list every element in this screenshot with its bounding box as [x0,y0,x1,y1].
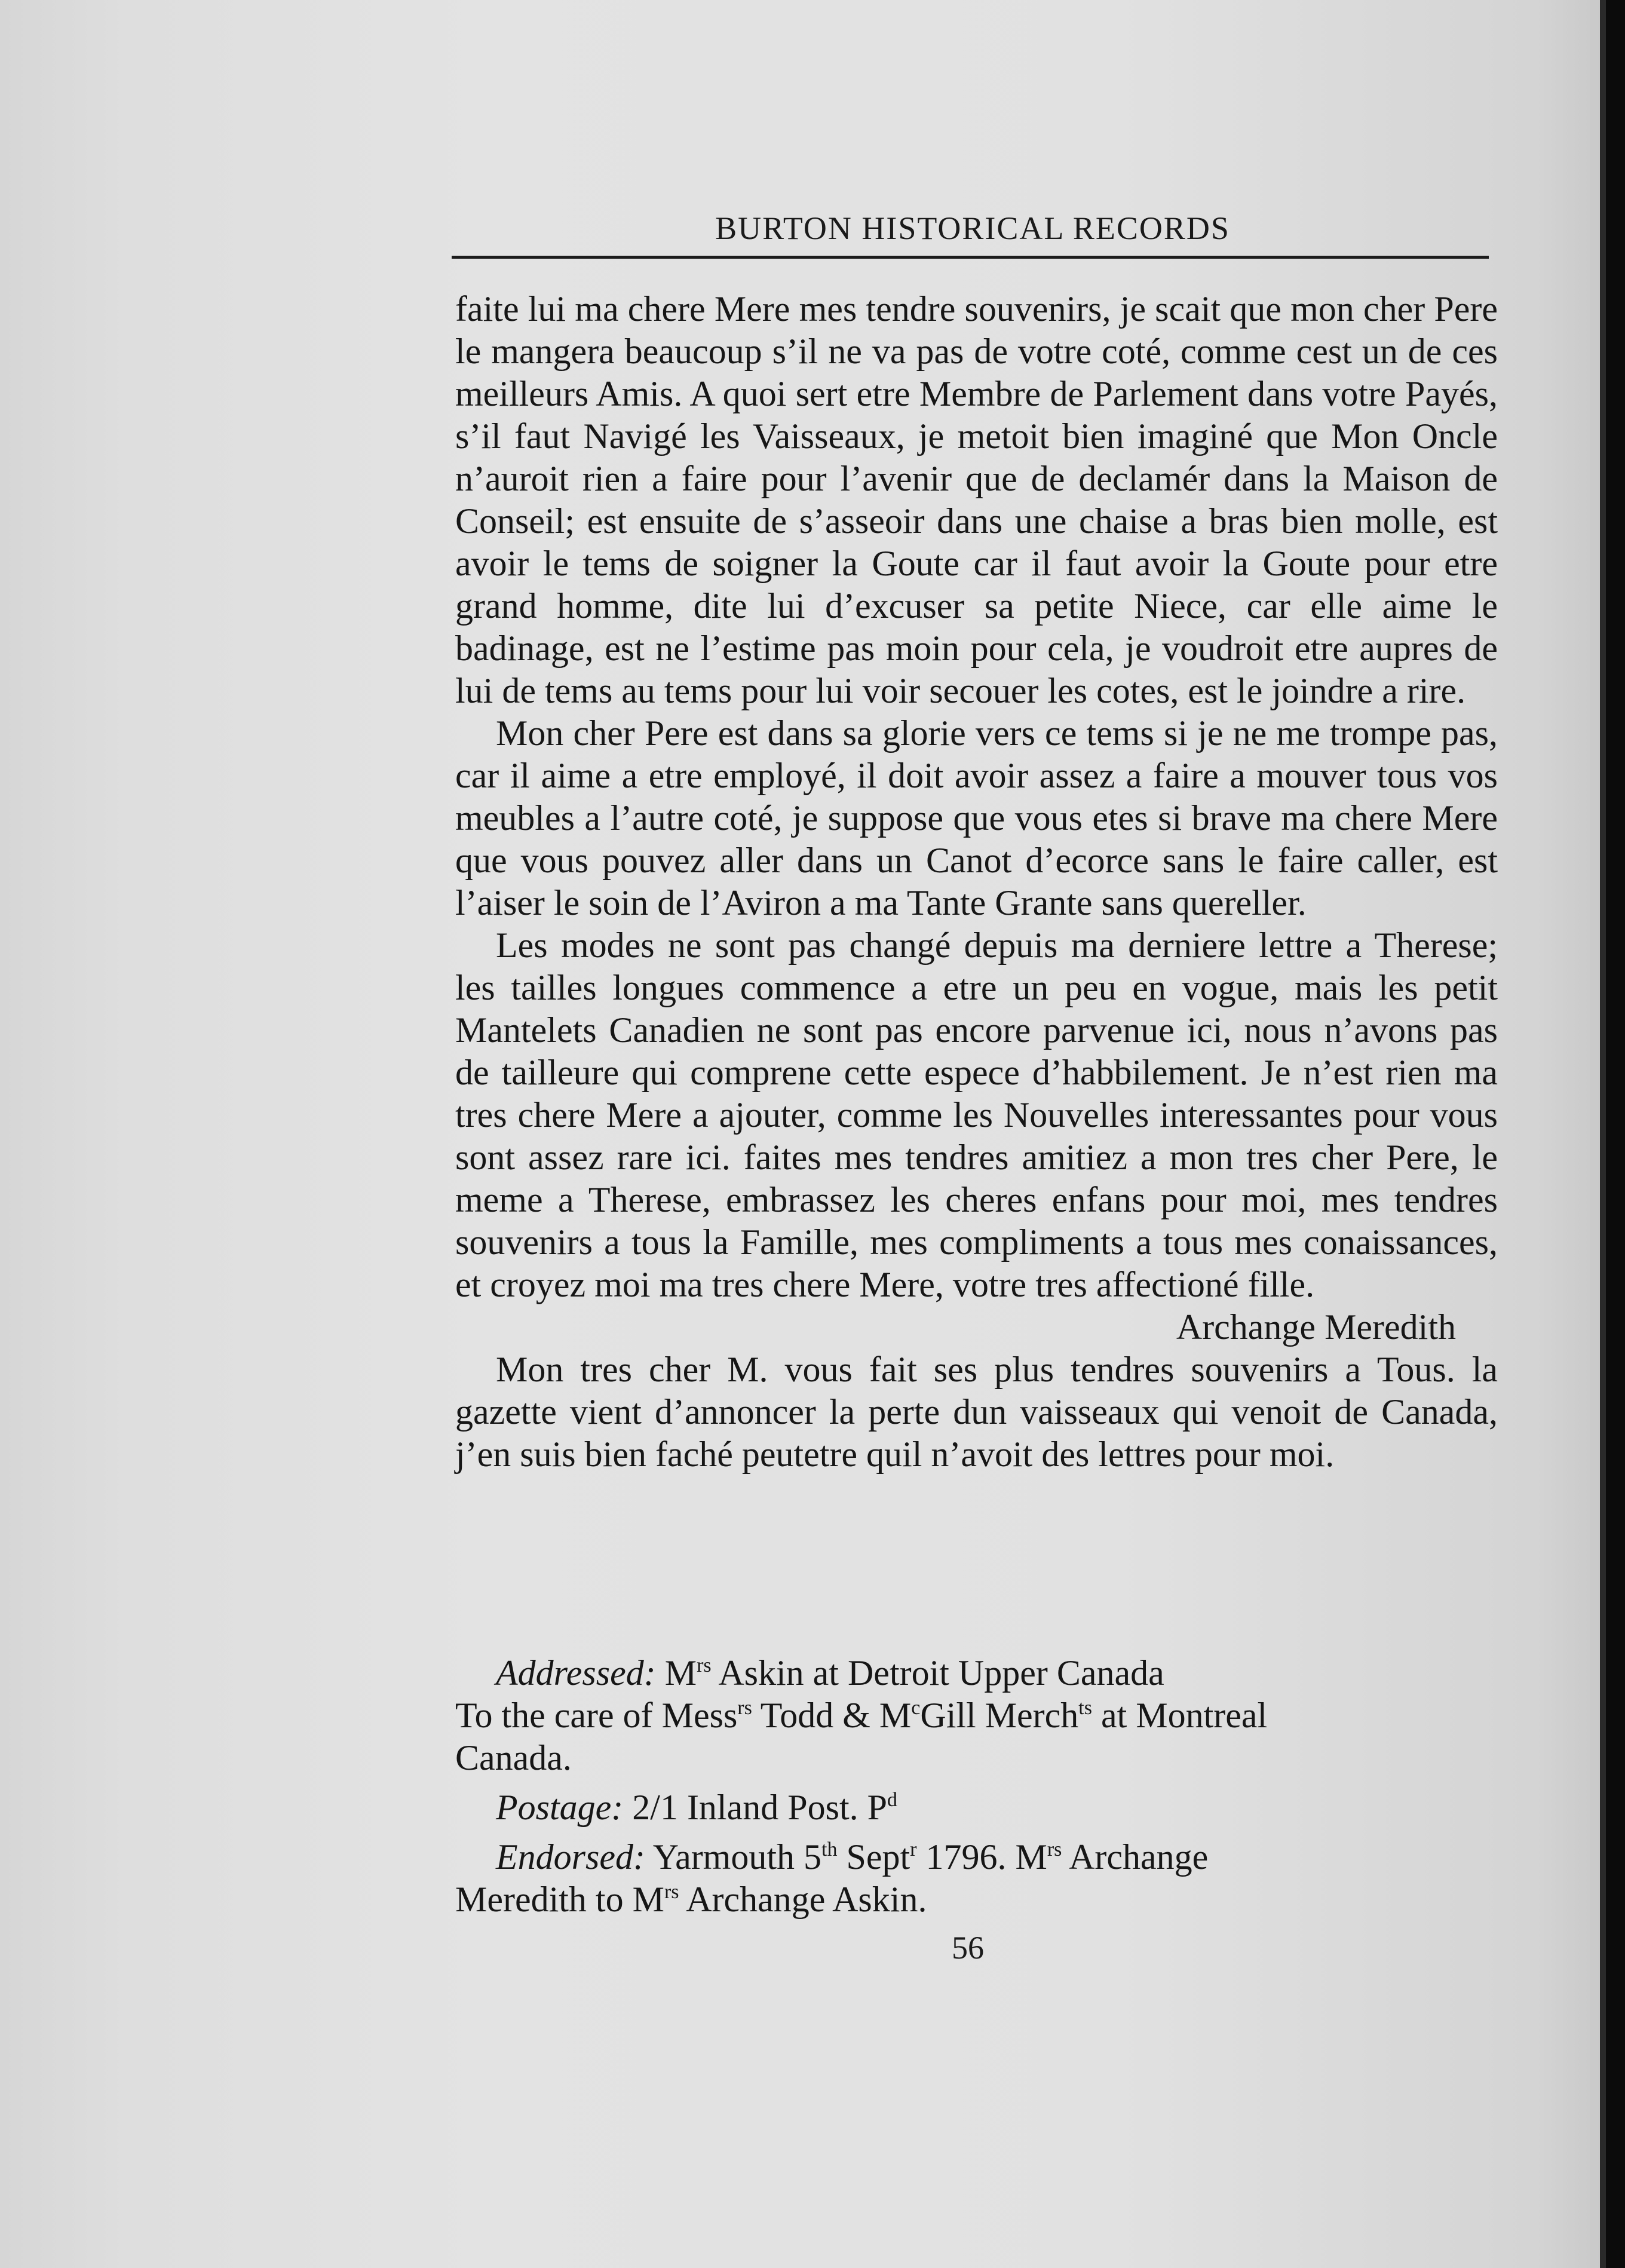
endorsed-year: 1796. M [916,1837,1047,1877]
endorsed-line2a: Meredith to M [455,1880,664,1919]
montreal-text: at Montreal [1091,1696,1268,1735]
endorsed-sept: Sept [837,1837,910,1877]
care-text: To the care of Mess [455,1696,738,1735]
endorsed-place: Yarmouth 5 [645,1837,822,1877]
todd-text: Todd & M [752,1696,912,1735]
running-head: BURTON HISTORICAL RECORDS [715,210,1230,246]
addressed-line [455,1652,1498,1694]
postage-label: Postage: [496,1788,624,1827]
endorsed-name: Archange [1062,1837,1209,1877]
paragraph-2: Mon cher Pere est dans sa glorie vers ce tems si je ne me trompe pas, car il aime a etre employé, il doit avoir assez a faire a mouver tous vos meubles a l’autre coté, je suppose que vous etes si brave ma chere Mere que vous pouvez aller dans un Canot d’ecorce sans le faire caller, est l’aiser le soin de l’Aviron a ma Tante Grante sans quereller. [455,713,1498,922]
todd-sup: c [911,1697,921,1719]
postage-text: 2/1 Inland Post. P [632,1788,887,1827]
postage-sup: d [887,1789,897,1811]
addressed-mrs-sup: rs [697,1654,712,1677]
gill-text: Gill Merch [920,1696,1079,1735]
addressed-text: Askin at Detroit Upper Canada [711,1653,1164,1693]
care-line [455,1694,1498,1737]
endorsed-line-2 [455,1878,1498,1921]
postage-line [455,1786,1498,1829]
endorsed-sept-sup: r [910,1838,917,1861]
care-sup: rs [737,1697,752,1719]
header-rule [452,256,1489,259]
endorsed-line2-sup: rs [664,1881,679,1903]
page-number: 56 [952,1930,984,1966]
gill-sup: ts [1078,1697,1092,1719]
endorsed-line [455,1836,1498,1878]
postscript: Mon tres cher M. vous fait ses plus tendres souvenirs a Tous. la gazette vient d’annoncer la perte dun vaisseaux qui venoit de Canada, j’en suis bien faché peutetre quil n’avoit des lettres pour moi. [455,1350,1498,1474]
endorsed-mrs-sup: rs [1047,1838,1062,1861]
endorsed-line2b: Archange Askin. [679,1880,927,1919]
addressed-label: Addressed: [496,1653,656,1693]
paragraph-1: faite lui ma chere Mere mes tendre souvenirs, je scait que mon cher Pere le mangera beaucoup s’il ne va pas de votre coté, comme cest un de ces meilleurs Amis. A quoi sert etre Membre de Parlement dans votre Payés, s’il faut Navigé les Vaisseaux, je metoit bien imaginé que Mon Oncle n’auroit rien a faire pour l’avenir que de declamér dans la Maison de Conseil; est ensuite de s’asseoir dans une chaise a bras bien molle, est avoir le tems de soigner la Goute car il faut avoir la Goute pour etre grand homme, dite lui d’excuser sa petite Niece, car elle aime le badinage, est ne l’estime pas moin pour cela, je voudroit etre aupres de lui de tems au tems pour lui voir secouer les cotes, est le joindre a rire. [455,289,1498,710]
postal-details [455,1652,1498,1927]
endorsed-label: Endorsed: [496,1837,645,1877]
paragraph-3: Les modes ne sont pas changé depuis ma derniere lettre a Therese; les tailles longues commence a etre un peu en vogue, mais les petit Mantelets Canadien ne sont pas encore parvenue ici, nous n’avons pas de tailleure qui comprene cette espece d’habbilement. Je n’est rien ma tres chere Mere a ajouter, comme les Nouvelles interessantes pour vous sont assez rare ici. faites mes tendres amitiez a mon tres cher Pere, le meme a Therese, embrassez les cheres enfans pour moi, mes tendres souvenirs a tous la Famille, mes compliments a tous mes conaissances, et croyez moi ma tres chere Mere, votre tres affectioné fille. [455,925,1498,1304]
endorsed-day-sup: th [821,1838,838,1861]
signature: Archange Meredith [1176,1307,1456,1347]
addressed-mrs: M [664,1653,697,1693]
canada-line: Canada. [455,1738,572,1777]
